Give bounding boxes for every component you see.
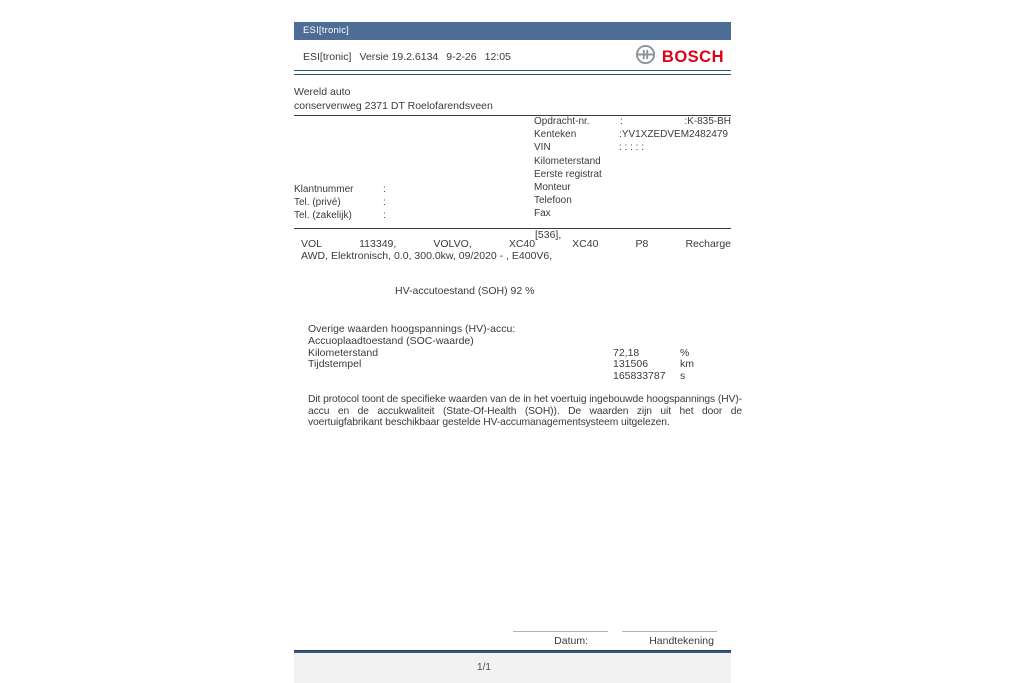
hv-value-number: 131506 [613,358,649,371]
customer-field-separator: : [383,210,386,222]
hv-value-unit: % [680,346,690,359]
report-header [294,44,731,70]
customer-field-label: Klantnummer [294,184,354,195]
customer-address: conservenweg 2371 DT Roelofarendsveen [294,100,493,112]
report-date: 9-2-26 [446,51,477,63]
vehicle-token: P8 [635,238,649,250]
order-row-telefoon [534,194,731,207]
hv-values-title: Overige waarden hoogspannings (HV)-accu: [308,323,516,335]
order-row-opdracht [534,115,731,128]
soh-result-line: HV-accutoestand (SOH) 92 % [395,285,535,297]
vehicle-token: 113349, [359,238,397,250]
customer-field-separator: : [383,184,386,195]
vehicle-token: VOLVO, [433,238,472,250]
report-time: 12:05 [484,51,511,63]
order-row-kenteken [534,128,731,141]
customer-fields-column [294,183,494,223]
app-name: ESI[tronic] [303,51,352,63]
hv-value-row-soc [308,336,731,348]
order-label: Kenteken [534,129,577,141]
order-label: Telefoon [534,195,572,207]
app-version-line [294,51,511,63]
customer-field-separator: : [383,197,386,209]
hv-value-row-seconds [308,371,731,383]
order-value: :YV1XZEDVEM2482479 [619,129,728,141]
bosch-armature-icon [635,44,656,70]
customer-row-tel-prive [294,196,494,209]
order-info-column [534,115,731,221]
order-label: Fax [534,208,551,220]
vehicle-detail-line: AWD, Elektronisch, 0.0, 300.0kw, 09/2020 - , E400V6, [301,250,553,262]
hv-value-number: 165833787 [613,370,666,383]
date-signature-line [513,631,608,632]
titlebar-title: ESI[tronic] [303,25,350,36]
vehicle-token: VOL [301,238,323,250]
signature-label: Handtekening [649,635,714,647]
order-row-kilometerstand [534,155,731,168]
disclaimer-text: Dit protocol toont de specifieke waarden van de in het voertuig ingebouwde hoogspannings (HV)-accu en de accukwaliteit (State-Of-Health (SOH)). De waarden zijn uit het door de voertuigfabrikant beschikbaar gestelde HV-accumanagementsysteem uitgelezen. [308,394,742,429]
footer-bar [294,653,731,683]
order-row-monteur [534,181,731,194]
hv-value-unit: km [680,358,694,371]
order-value: :K-835-BH [684,116,731,127]
vehicle-token: XC40 [508,238,536,250]
date-label: Datum: [554,635,588,647]
order-value: : : : : : [619,142,645,154]
order-row-fax [534,207,731,220]
customer-row-tel-zakelijk [294,209,494,222]
order-label: Eerste registrat [534,168,602,180]
bosch-wordmark: BOSCH [661,47,724,66]
app-version: Versie 19.2.6134 [359,51,439,63]
vehicle-token: Recharge [685,238,731,250]
hv-values-table [308,324,731,383]
handwritten-signature-line [622,631,717,632]
hv-value-label: Kilometerstand [308,346,379,359]
section-divider [294,228,731,229]
hv-value-label: Tijdstempel [308,358,362,371]
hv-value-number: 72,18 [613,346,640,359]
order-label: Monteur [534,181,571,193]
hv-value-row-kilometerstand [308,348,731,360]
vehicle-type-code: [536], [535,229,562,241]
order-row-eerste-registrat [534,168,731,181]
customer-row-klantnummer [294,183,494,196]
vehicle-id-line [301,238,731,250]
header-divider [294,70,731,75]
order-row-vin [534,141,731,154]
customer-field-label: Tel. (privé) [294,197,341,209]
order-label: Kilometerstand [534,155,601,167]
vehicle-token: XC40 [572,238,599,250]
page-number: 1/1 [477,662,491,673]
order-label: VIN [534,142,551,154]
customer-field-label: Tel. (zakelijk) [294,210,352,222]
hv-value-label: Accuoplaadtoestand (SOC-waarde) [308,334,474,347]
customer-name: Wereld auto [294,86,351,98]
order-separator: : [620,116,623,127]
window-titlebar [294,22,731,40]
hv-value-unit: s [680,370,686,383]
hv-value-row-tijdstempel [308,359,731,371]
bosch-logo [635,44,731,70]
order-label: Opdracht-nr. [534,116,590,127]
